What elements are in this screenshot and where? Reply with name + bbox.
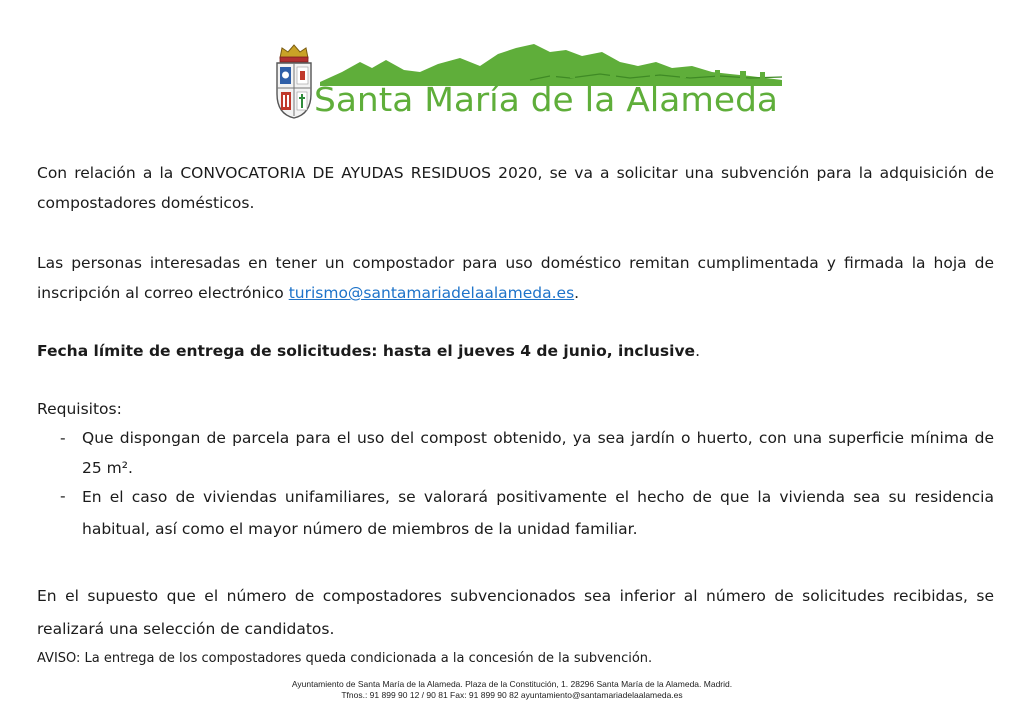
coat-of-arms-icon — [272, 42, 316, 120]
requirement-text: Que dispongan de parcela para el uso del compost obtenido, ya sea jardín o huerto, con una superficie mínima de 25 m². — [82, 429, 994, 477]
requirement-text: En el caso de viviendas unifamiliares, se valorará positivamente el hecho de que la vivienda sea su residencia habitual, así como el mayor número de miembros de la unidad familiar. — [82, 488, 994, 538]
list-dash: - — [60, 487, 66, 505]
email-link[interactable]: turismo@santamariadelaalameda.es — [288, 284, 575, 302]
letterhead — [272, 42, 782, 122]
deadline-paragraph — [37, 336, 994, 366]
selection-paragraph: En el supuesto que el número de compostadores subvencionados sea inferior al número de solicitudes recibidas, se realizará una selección de candidatos. — [37, 587, 994, 638]
requirements-heading: Requisitos: — [37, 400, 122, 418]
instructions-paragraph — [37, 248, 994, 308]
letterhead-title — [312, 78, 782, 120]
footer-address: Ayuntamiento de Santa María de la Alameda. Plaza de la Constitución, 1. 28296 Santa María de la Alameda. Madrid. — [291, 679, 733, 689]
footer-contact: Tfnos.: 91 899 90 12 / 90 81 Fax: 91 899 90 82 ayuntamiento@santamariadelaalameda.es — [341, 690, 683, 700]
instructions-period: . — [574, 284, 580, 302]
deadline-text: Fecha límite de entrega de solicitudes: hasta el jueves 4 de junio, inclusive — [37, 342, 696, 360]
intro-paragraph: Con relación a la CONVOCATORIA DE AYUDAS RESIDUOS 2020, se va a solicitar una subvención para la adquisición de compostadores domésticos. — [37, 164, 994, 212]
svg-text:Santa María de la Alameda: Santa María de la Alameda — [314, 80, 778, 119]
deadline-period: . — [695, 342, 700, 360]
instructions-text: Las personas interesadas en tener un compostador para uso doméstico remitan cumplimentada y firmada la hoja de inscripción al correo electrónico — [37, 254, 994, 302]
notice-text: AVISO: La entrega de los compostadores queda condicionada a la concesión de la subvención. — [37, 651, 653, 666]
list-dash: - — [60, 429, 66, 447]
